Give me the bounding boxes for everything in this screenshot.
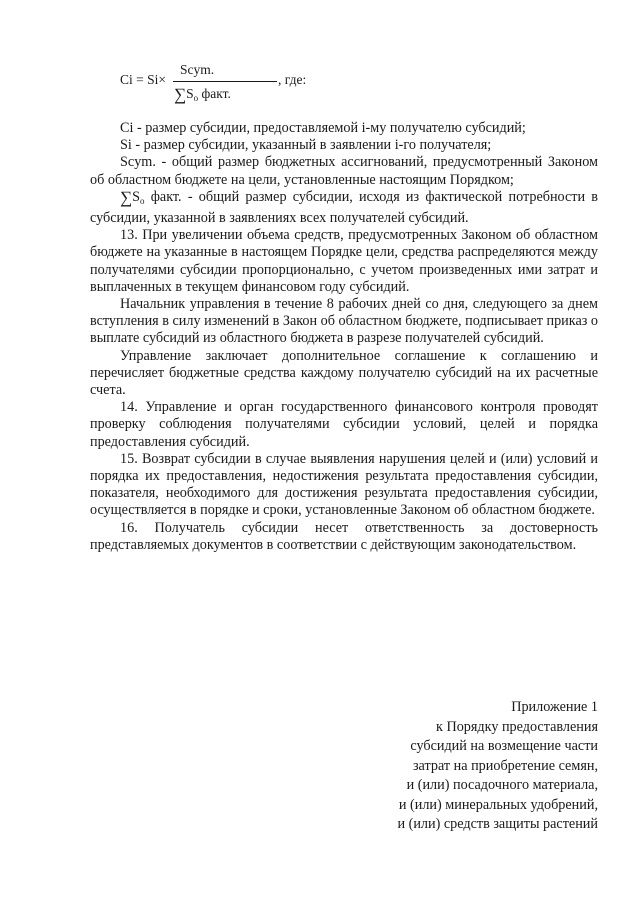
sum-tail: факт.: [150, 188, 182, 205]
definition-sum: [90, 189, 598, 227]
appendix-line: к Порядку предоставления: [436, 718, 598, 735]
formula-den-tail: факт.: [201, 86, 231, 101]
formula-den-var: S: [186, 86, 194, 101]
appendix-line: субсидий на возмещение части: [410, 738, 598, 754]
paragraph-admin: Управление заключает дополнительное соглашение к соглашению и перечисляет бюджетные средства каждому получателю субсидий на их расчетные счета.: [90, 347, 598, 399]
formula-lhs: Ci = Si: [120, 72, 159, 87]
document-body: [90, 120, 598, 554]
definition-ci: Ci - размер субсидии, предоставляемой i-му получателю субсидий;: [120, 120, 526, 136]
paragraph-14: 14. Управление и орган государственного финансового контроля проводят проверку соблюдения получателями субсидии условий, целей и порядка предоставления субсидий.: [90, 399, 598, 450]
formula-fraction-bar: [173, 81, 277, 82]
formula-numerator: Scym.: [180, 62, 215, 77]
subsidy-formula: [120, 62, 320, 110]
formula-den-sub: o: [193, 93, 199, 103]
appendix-line: и (или) минеральных удобрений,: [398, 796, 598, 813]
formula-suffix: , где:: [278, 72, 307, 87]
sum-sub: o: [140, 195, 145, 206]
paragraph-13: 13. При увеличении объема средств, предусмотренных Законом об областном бюджете на указанные в настоящем Порядке цели, средства распределяются между получателями субсидии пропорционально, с учетом произведенных ими затрат и выплаченных в текущем финансовом году субсидий.: [90, 227, 598, 295]
sum-var: S: [132, 188, 141, 205]
appendix-header: [298, 698, 598, 835]
paragraph-16: 16. Получатель субсидии несет ответственность за достоверность представляемых документов в соответствии с действующим законодательством.: [90, 519, 598, 553]
formula-denominator: [174, 85, 231, 105]
paragraph-chief: Начальник управления в течение 8 рабочих дней со дня, следующего за днем вступления в силу изменений в Закон об областном бюджете, подписывает приказ о выплате субсидий из областного бюджета в разрезе получателей субсидий.: [90, 296, 598, 347]
paragraph-15: 15. Возврат субсидии в случае выявления нарушения целей и (или) условий и порядка их предоставления, недостижения результата предоставления субсидии, показателя, необходимого для достижения результата предоставления субсидии, осуществляется в порядке и сроки, установленные Законом об областном бюджете.: [90, 450, 598, 519]
appendix-line: и (или) средств защиты растений: [397, 816, 598, 832]
appendix-line: затрат на приобретение семян,: [412, 757, 598, 774]
appendix-line: и (или) посадочного материала,: [406, 777, 598, 793]
definition-scym: Scym. - общий размер бюджетных ассигнований, предусмотренный Законом об областном бюджете на цели, установленные настоящим Порядком;: [90, 154, 598, 188]
appendix-line: Приложение 1: [511, 699, 598, 715]
sum-symbol: ∑: [174, 85, 187, 104]
definition-si: Si - размер субсидии, указанный в заявлении i-го получателя;: [120, 137, 492, 154]
formula-times: ×: [158, 72, 167, 87]
sum-text: - общий размер субсидии, исходя из фактической потребности в субсидии, указанной в заявлениях всех получателей субсидий.: [90, 188, 598, 227]
sum-symbol: ∑: [120, 187, 133, 207]
